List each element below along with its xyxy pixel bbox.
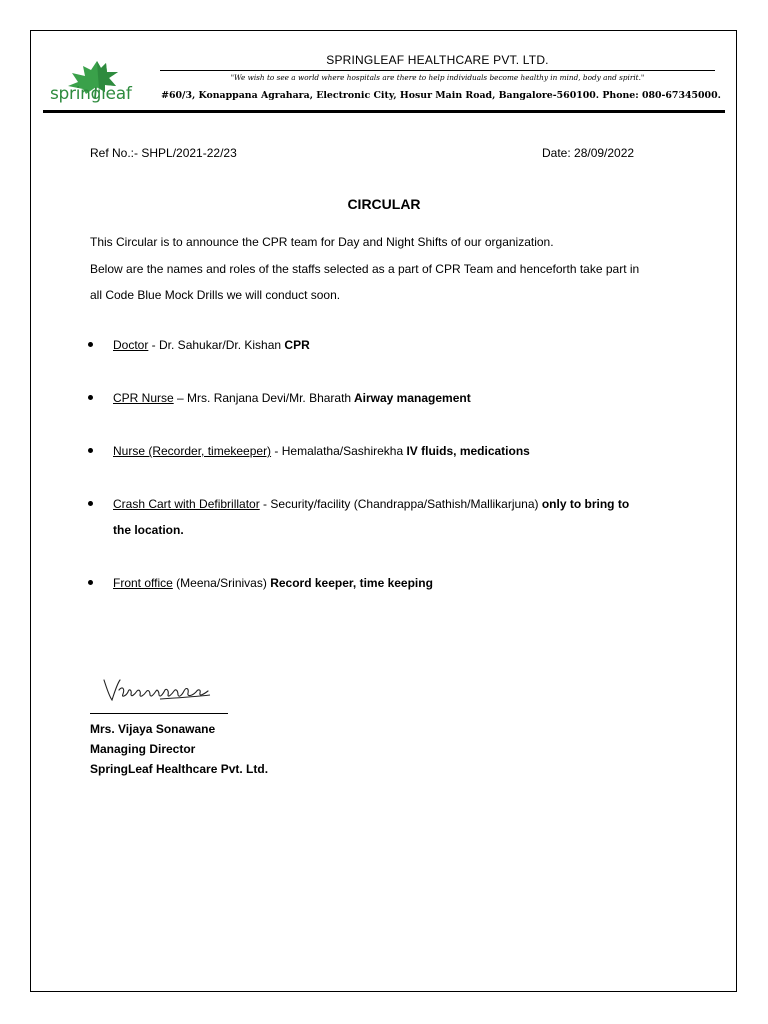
member-names: Mrs. Ranjana Devi/Mr. Bharath: [187, 391, 352, 405]
bullet-icon: [88, 501, 93, 506]
member-names: (Meena/Srinivas): [176, 576, 267, 590]
bullet-icon: [88, 580, 93, 585]
company-tagline: "We wish to see a world where hospitals are there to help individuals become healthy in mind, body and spirit.": [230, 73, 645, 82]
bullet-icon: [88, 342, 93, 347]
bullet-icon: [88, 448, 93, 453]
signatory-title: Managing Director: [90, 742, 196, 756]
role-label: Crash Cart with Defibrillator: [113, 497, 260, 511]
handwritten-signature: [100, 672, 215, 708]
member-names: Hemalatha/Sashirekha: [281, 444, 404, 458]
member-names: Dr. Sahukar/Dr. Kishan: [159, 338, 282, 352]
circular-date: Date: 28/09/2022: [542, 146, 635, 160]
duty-label-continued: the location.: [113, 523, 184, 537]
company-address: #60/3, Konappana Agrahara, Electronic City, Hosur Main Road, Bangalore-560100. Phone: 080-67345000.: [161, 90, 721, 101]
signatory-name: Mrs. Vijaya Sonawane: [90, 722, 216, 736]
document-title: CIRCULAR: [347, 196, 421, 212]
role-label: CPR Nurse: [113, 391, 174, 405]
reference-number: Ref No.:- SHPL/2021-22/23: [90, 146, 237, 160]
header-rule: [160, 70, 715, 71]
role-label: Front office: [113, 576, 173, 590]
signature-line: [90, 713, 228, 714]
intro-paragraph-line: This Circular is to announce the CPR team for Day and Night Shifts of our organization.: [90, 235, 554, 249]
duty-label: CPR: [281, 338, 310, 352]
duty-label: Airway management: [351, 391, 471, 405]
duty-label: Record keeper, time keeping: [266, 576, 433, 590]
intro-paragraph-line: all Code Blue Mock Drills we will conduct soon.: [90, 288, 341, 302]
signatory-company: SpringLeaf Healthcare Pvt. Ltd.: [90, 762, 269, 776]
role-label: Doctor: [113, 338, 149, 352]
intro-paragraph-line: Below are the names and roles of the staffs selected as a part of CPR Team and henceforth take part in: [90, 262, 640, 276]
header-divider: [43, 110, 725, 113]
logo-wordmark: springleaf: [50, 84, 132, 104]
duty-label: only to bring to: [538, 497, 630, 511]
duty-label: IV fluids, medications: [403, 444, 530, 458]
company-name: SPRINGLEAF HEALTHCARE PVT. LTD.: [326, 53, 549, 67]
member-names: Security/facility (Chandrappa/Sathish/Mallikarjuna): [270, 497, 539, 511]
bullet-icon: [88, 395, 93, 400]
role-label: Nurse (Recorder, timekeeper): [113, 444, 272, 458]
